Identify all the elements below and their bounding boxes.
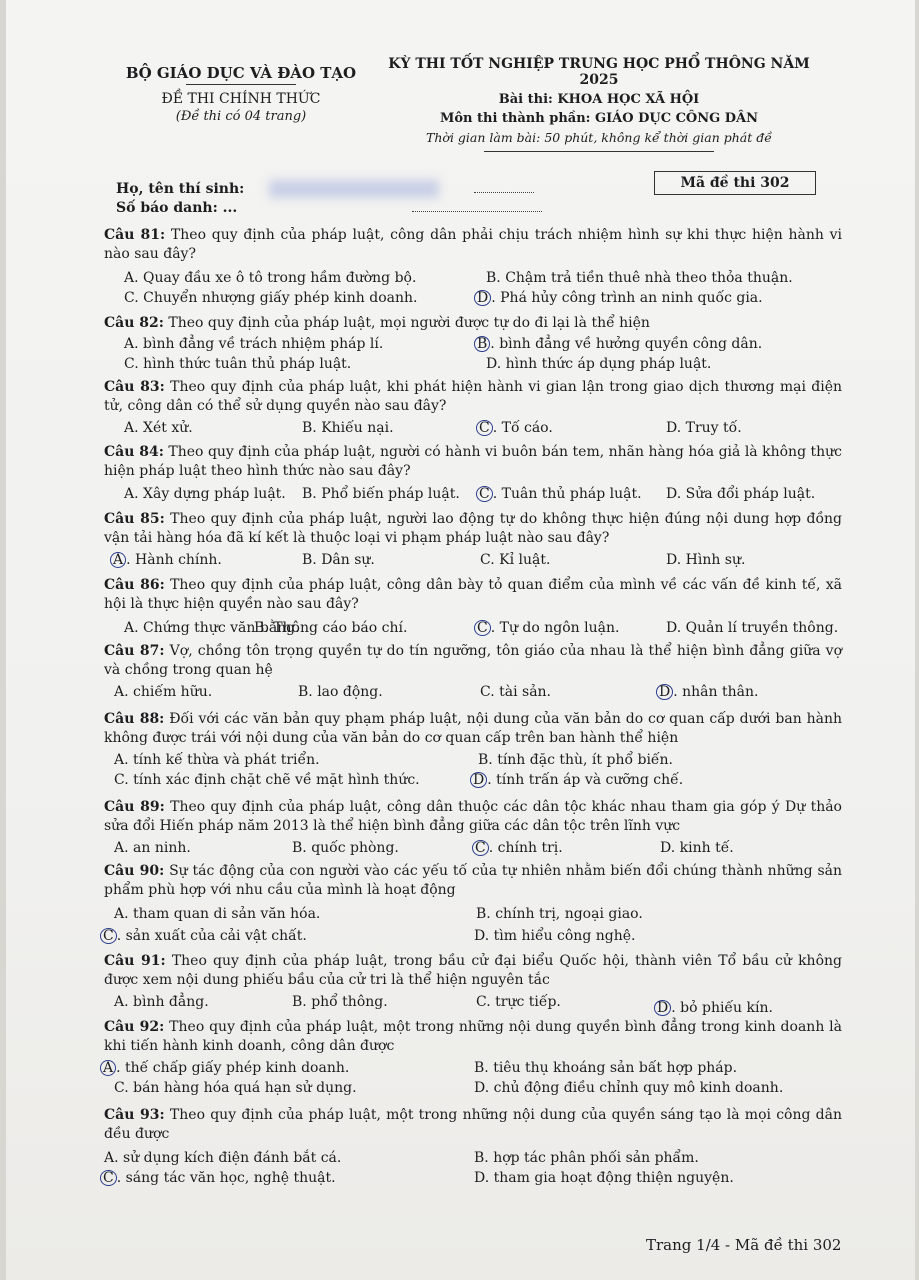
answer-option: C. Kỉ luật.: [480, 552, 551, 568]
answer-option: A. Xây dựng pháp luật.: [124, 486, 286, 502]
answer-option: D. Quản lí truyền thông.: [666, 620, 839, 636]
header-left: [111, 64, 371, 124]
answer-option: B. quốc phòng.: [292, 840, 399, 856]
answer-option: B. Dân sự.: [302, 552, 375, 568]
answer-option: A. Quay đầu xe ô tô trong hầm đường bộ.: [124, 270, 417, 286]
answer-option: C . sáng tác văn học, nghệ thuật.: [104, 1170, 336, 1186]
answer-option: B . bình đẳng về hưởng quyền công dân.: [478, 336, 762, 352]
answer-option: A . Hành chính.: [114, 552, 222, 568]
test-name: Bài thi: KHOA HỌC XÃ HỘI: [498, 92, 700, 107]
answer-option: A . thế chấp giấy phép kinh doanh.: [104, 1060, 349, 1076]
question-number: Câu 81:: [104, 227, 166, 243]
answer-option: C. bán hàng hóa quá hạn sử dụng.: [114, 1080, 357, 1096]
question-number: Câu 88:: [104, 711, 165, 727]
question-87: [104, 642, 842, 680]
circled-answer-mark: C: [476, 486, 493, 502]
ministry: BỘ GIÁO DỤC VÀ ĐÀO TẠO: [125, 64, 357, 82]
question-text: Sự tác động của con người vào các yếu tố của tự nhiên nhằm biến đổi chúng thành những sản phẩm phù hợp với nhu cầu của mình là hoạt động: [104, 863, 842, 898]
question-text: Theo quy định của pháp luật, khi phát hiện hành vi gian lận trong giao dịch thương mại điện tử, công dân có thể sử dụng quyền nào sau đây?: [104, 379, 843, 414]
question-number: Câu 83:: [104, 379, 165, 395]
answer-option: C. tài sản.: [480, 684, 552, 700]
answer-option: C. Chuyển nhượng giấy phép kinh doanh.: [124, 290, 418, 306]
circled-answer-mark: C: [474, 620, 491, 636]
question-number: Câu 87:: [104, 643, 165, 659]
question-text: Theo quy định của pháp luật, người lao động tự do không thực hiện đúng nội dung hợp đồng vận tải hàng hóa đã kí kết là thuộc loại vi phạm pháp luật nào sau đây?: [104, 511, 842, 546]
answer-option: C . Tự do ngôn luận.: [478, 620, 619, 636]
circled-answer-mark: C: [476, 420, 493, 436]
answer-option: A. bình đẳng về trách nhiệm pháp lí.: [124, 336, 384, 352]
question-number: Câu 93:: [104, 1107, 165, 1123]
answer-option: A. Xét xử.: [124, 420, 193, 436]
question-92: [104, 1018, 842, 1056]
answer-option: D. Hình sự.: [666, 552, 746, 568]
circled-answer-mark: D: [474, 290, 491, 306]
question-90: [104, 862, 842, 900]
circled-answer-mark: B: [474, 336, 490, 352]
question-number: Câu 84:: [104, 444, 164, 460]
question-text: Theo quy định của pháp luật, trong bầu cử đại biểu Quốc hội, thành viên Tổ bầu cử không được xem nội dung phiếu bầu của cử tri là thể hiện nguyên tắc: [104, 953, 842, 988]
subject-name: Môn thi thành phần: GIÁO DỤC CÔNG DÂN: [439, 111, 759, 126]
circled-answer-mark: D: [654, 1000, 671, 1016]
question-text: Vợ, chồng tôn trọng quyền tự do tín ngưỡng, tôn giáo của nhau là thể hiện bình đẳng giữa vợ và chồng trong quan hệ: [104, 643, 842, 678]
answer-option: B. tính đặc thù, ít phổ biến.: [478, 752, 674, 768]
question-text: Theo quy định của pháp luật, công dân bày tỏ quan điểm của mình về các vấn đề kinh tế, xã hội là thực hiện quyền nào sau đây?: [104, 577, 843, 612]
circled-answer-mark: C: [472, 840, 489, 856]
candidate-id-row: [116, 200, 542, 216]
answer-option: B. chính trị, ngoại giao.: [476, 906, 643, 922]
answer-option: A. tính kế thừa và phát triển.: [114, 752, 320, 768]
question-number: Câu 92:: [104, 1019, 165, 1035]
exam-title: KỲ THI TỐT NGHIỆP TRUNG HỌC PHỔ THÔNG NĂM 2025: [388, 56, 810, 88]
answer-option: D. chủ động điều chỉnh quy mô kinh doanh.: [474, 1080, 784, 1096]
question-82: [104, 314, 842, 333]
question-number: Câu 90:: [104, 863, 165, 879]
answer-option: A. Chứng thực văn bằng.: [124, 620, 300, 636]
question-text: Theo quy định của pháp luật, mọi người được tự do đi lại là thể hiện: [163, 315, 650, 331]
page-count: (Đề thi có 04 trang): [175, 109, 307, 124]
answer-option: D. Sửa đổi pháp luật.: [666, 486, 816, 502]
answer-option: C . Tuân thủ pháp luật.: [480, 486, 642, 502]
circled-answer-mark: C: [100, 1170, 117, 1186]
question-81: [104, 226, 842, 264]
answer-option: D . nhân thân.: [660, 684, 758, 700]
dotted-line: [412, 211, 542, 212]
question-88: [104, 710, 842, 748]
dotted-line: [474, 192, 534, 193]
question-text: Theo quy định của pháp luật, công dân phải chịu trách nhiệm hình sự khi thực hiện hành vi nào sau đây?: [104, 227, 842, 262]
answer-option: B. phổ thông.: [292, 994, 388, 1010]
question-93: [104, 1106, 842, 1144]
page-footer: Trang 1/4 - Mã đề thi 302: [646, 1236, 842, 1254]
divider: [186, 84, 296, 85]
question-86: [104, 576, 842, 614]
exam-code-box: Mã đề thi 302: [654, 171, 816, 195]
question-83: [104, 378, 842, 416]
divider: [484, 151, 714, 152]
circled-answer-mark: C: [100, 928, 117, 944]
answer-option: C. hình thức tuân thủ pháp luật.: [124, 356, 352, 372]
candidate-id-label: Số báo danh: ...: [116, 200, 238, 216]
answer-option: B. Thông cáo báo chí.: [254, 620, 408, 636]
answer-option: B. Khiếu nại.: [302, 420, 394, 436]
official-label: ĐỀ THI CHÍNH THỨC: [161, 91, 321, 107]
question-number: Câu 86:: [104, 577, 165, 593]
question-number: Câu 89:: [104, 799, 165, 815]
question-number: Câu 85:: [104, 511, 165, 527]
header-right: [374, 56, 824, 152]
question-number: Câu 82:: [104, 315, 164, 331]
answer-option: B. hợp tác phân phối sản phẩm.: [474, 1150, 699, 1166]
answer-option: A. an ninh.: [114, 840, 191, 856]
question-89: [104, 798, 842, 836]
answer-option: D . tính trấn áp và cưỡng chế.: [474, 772, 683, 788]
answer-option: C . chính trị.: [476, 840, 563, 856]
circled-answer-mark: A: [110, 552, 126, 568]
answer-option: A. bình đẳng.: [114, 994, 209, 1010]
question-text: Đối với các văn bản quy phạm pháp luật, nội dung của văn bản do cơ quan cấp dưới ban hành không được trái với nội dung của văn bản do cơ quan cấp trên ban hành thể hiện: [104, 711, 843, 746]
answer-option: D. kinh tế.: [660, 840, 734, 856]
question-text: Theo quy định của pháp luật, một trong những nội dung quyền bình đẳng trong kinh doanh là khi tiến hành kinh doanh, công dân được: [104, 1019, 843, 1054]
answer-option: B. tiêu thụ khoáng sản bất hợp pháp.: [474, 1060, 738, 1076]
question-91: [104, 952, 842, 990]
answer-option: A. tham quan di sản văn hóa.: [114, 906, 321, 922]
answer-option: A. chiếm hữu.: [114, 684, 213, 700]
time-limit: Thời gian làm bài: 50 phút, không kể thời gian phát đề: [426, 130, 772, 145]
question-text: Theo quy định của pháp luật, công dân thuộc các dân tộc khác nhau tham gia góp ý Dự thảo sửa đổi Hiến pháp năm 2013 là thể hiện bình đẳng giữa các dân tộc trên lĩnh vực: [104, 799, 842, 834]
answer-option: C . Tố cáo.: [480, 420, 553, 436]
answer-option: C . sản xuất của cải vật chất.: [104, 928, 307, 944]
circled-answer-mark: A: [100, 1060, 116, 1076]
answer-option: A. sử dụng kích điện đánh bắt cá.: [104, 1150, 342, 1166]
candidate-name-label: Họ, tên thí sinh:: [116, 181, 245, 197]
answer-option: D. Truy tố.: [666, 420, 742, 436]
question-85: [104, 510, 842, 548]
answer-option: D . Phá hủy công trình an ninh quốc gia.: [478, 290, 763, 306]
question-text: Theo quy định của pháp luật, người có hành vi buôn bán tem, nhãn hàng hóa giả là không thực hiện pháp luật theo hình thức nào sau đây?: [104, 444, 842, 479]
answer-option: D . bỏ phiếu kín.: [658, 1000, 773, 1016]
exam-page: [6, 0, 915, 1280]
circled-answer-mark: D: [470, 772, 487, 788]
question-84: [104, 443, 842, 481]
answer-option: B. Phổ biến pháp luật.: [302, 486, 460, 502]
answer-option: D. tìm hiểu công nghệ.: [474, 928, 636, 944]
question-text: Theo quy định của pháp luật, một trong những nội dung của quyền sáng tạo là mọi công dân đều được: [104, 1107, 842, 1142]
candidate-name-row: [116, 180, 534, 198]
answer-option: D. tham gia hoạt động thiện nguyện.: [474, 1170, 734, 1186]
answer-option: B. lao động.: [298, 684, 383, 700]
redacted-name: [269, 180, 439, 198]
answer-option: B. Chậm trả tiền thuê nhà theo thỏa thuận.: [486, 270, 793, 286]
answer-option: D. hình thức áp dụng pháp luật.: [486, 356, 712, 372]
answer-option: C. tính xác định chặt chẽ về mặt hình thức.: [114, 772, 420, 788]
circled-answer-mark: D: [656, 684, 673, 700]
answer-option: C. trực tiếp.: [476, 994, 561, 1010]
question-number: Câu 91:: [104, 953, 166, 969]
